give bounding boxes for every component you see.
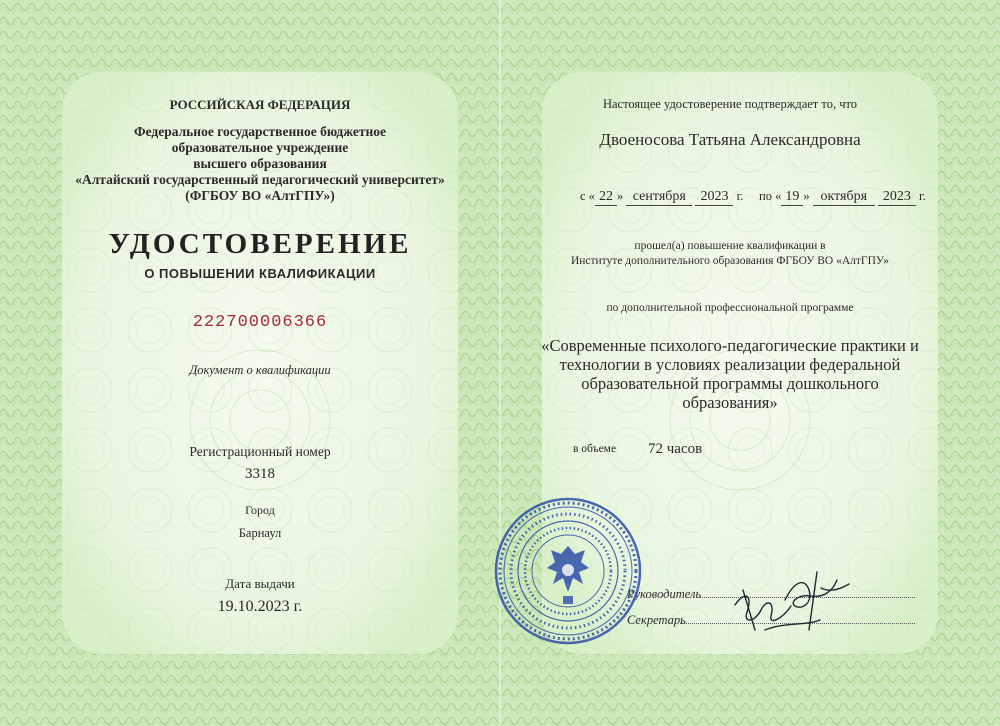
director-label: Руководитель: [627, 587, 702, 601]
organization-line: «Алтайский государственный педагогический университет»: [75, 172, 445, 187]
signature: [725, 560, 855, 650]
period-from-prefix: с «: [580, 189, 595, 203]
program-hours: 72 часов: [648, 441, 703, 457]
volume-label: в объеме: [573, 443, 617, 455]
qualification-line: прошел(а) повышение квалификации в: [634, 240, 826, 252]
program-title-line: образовательной программы дошкольного: [581, 374, 879, 393]
issue-date-label: Дата выдачи: [225, 576, 295, 591]
period-from-mid: »: [616, 189, 624, 203]
country-heading: РОССИЙСКАЯ ФЕДЕРАЦИЯ: [169, 97, 351, 112]
document-subtitle: О ПОВЫШЕНИИ КВАЛИФИКАЦИИ: [144, 266, 376, 281]
organization-line: (ФГБОУ ВО «АлтГПУ»): [185, 188, 335, 203]
qualification-line: Институте дополнительного образования ФГБОУ ВО «АлтГПУ»: [570, 255, 890, 267]
secretary-label: Секретарь: [627, 613, 686, 627]
organization-line: Федеральное государственное бюджетное: [133, 124, 387, 139]
program-label: по дополнительной профессиональной программе: [606, 302, 854, 314]
program-title-line: образования»: [682, 393, 778, 412]
period-to-prefix: по «: [759, 189, 782, 203]
organization-line: высшего образования: [193, 156, 327, 171]
city-value: Барнаул: [238, 526, 282, 540]
confirmation-text: Настоящее удостоверение подтверждает то, что: [602, 97, 858, 111]
training-period: [580, 189, 926, 206]
period-from-year: 2023: [695, 189, 733, 206]
period-from-suffix: г.: [736, 189, 744, 203]
period-to-year: 2023: [878, 189, 916, 206]
document-title: УДОСТОВЕРЕНИЕ: [108, 228, 412, 260]
city-label: Город: [245, 503, 275, 517]
registration-label: Регистрационный номер: [189, 444, 331, 459]
registration-number: 3318: [245, 466, 275, 482]
program-title-line: технологии в условиях реализации федеральной: [559, 355, 901, 374]
official-seal: [493, 496, 643, 646]
period-from-day: 22: [595, 189, 617, 206]
period-to-day: 19: [781, 189, 803, 206]
period-from-month: сентября: [626, 189, 692, 206]
issue-date: 19.10.2023 г.: [217, 598, 303, 615]
organization-line: образовательное учреждение: [171, 140, 349, 155]
period-to-mid: »: [803, 189, 810, 203]
holder-full-name: Двоеносова Татьяна Александровна: [599, 130, 861, 149]
period-to-suffix: г.: [918, 189, 926, 203]
period-to-month: октября: [813, 189, 875, 206]
document-kind: Документ о квалификации: [189, 363, 331, 377]
serial-number: 222700006366: [192, 313, 328, 332]
program-title-line: «Современные психолого-педагогические практики и: [541, 336, 919, 355]
